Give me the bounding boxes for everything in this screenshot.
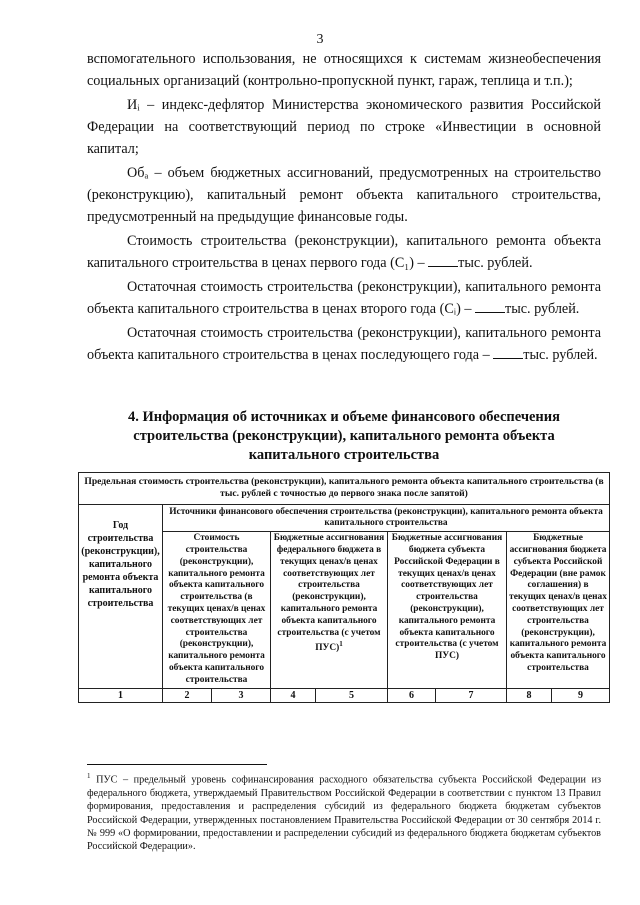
paragraph-text: Остаточная стоимость строительства (реконструкции), капитального ремонта объекта капитального строительства в ценах последующего года – bbox=[87, 325, 601, 363]
column-number: 9 bbox=[552, 688, 610, 703]
paragraph-text: Остаточная стоимость строительства (реконструкции), капитального ремонта объекта капитального строительства в ценах второго года (Сᵢ) – bbox=[87, 279, 601, 317]
unit-label: тыс. рублей. bbox=[523, 347, 598, 363]
year-column-header: Год строительства (реконструкции), капитального ремонта объекта капитального строительства bbox=[79, 504, 163, 688]
financing-table bbox=[78, 472, 609, 703]
subject-extra-column-header: Бюджетные ассигнования бюджета субъекта Российской Федерации (вне рамок соглашения) в текущих ценах/в ценах соответствующих лет строительства (реконструкции), капитального ремонта объекта капитального строительства bbox=[507, 532, 610, 688]
unit-label: тыс. рублей. bbox=[458, 255, 533, 271]
column-number: 3 bbox=[212, 688, 271, 703]
page-number: 3 bbox=[316, 32, 324, 47]
sources-header: Источники финансового обеспечения строительства (реконструкции), капитального ремонта объекта капитального строительства bbox=[163, 504, 610, 532]
paragraph-text: Стоимость строительства (реконструкции), капитального ремонта объекта капитального строительства в ценах первого года (С₁) – bbox=[87, 233, 601, 271]
cost-column-header: Стоимость строительства (реконструкции), капитального ремонта объекта капитального строительства (в текущих ценах/в ценах соответствующих лет строительства (реконструкции), капитального ремонта объекта капитального строительства bbox=[163, 532, 271, 688]
footnote-ref: 1 bbox=[339, 640, 343, 649]
footnote-marker: 1 bbox=[87, 772, 91, 780]
fill-in-blank bbox=[428, 253, 458, 267]
paragraph-prior-allocations: Обₐ – объем бюджетных ассигнований, предусмотренных на строительство (реконструкцию), капитальный ремонт объекта капитального строительства, предусмотренный на предыдущие финансовые годы. bbox=[87, 165, 601, 225]
column-number: 8 bbox=[507, 688, 552, 703]
body-text bbox=[87, 48, 601, 366]
column-number: 6 bbox=[388, 688, 436, 703]
table-top-header: Предельная стоимость строительства (реконструкции), капитального ремонта объекта капитального строительства (в тыс. рублей с точностью до первого знака после запятой) bbox=[79, 473, 610, 505]
fill-in-blank bbox=[475, 299, 505, 313]
footnote-text: ПУС – предельный уровень софинансирования расходного обязательства субъекта Российской Федерации из федерального бюджета, утверждаемый Правительством Российской Федерации в соответствии с пунктом 13 Правил формирования, предоставления и распределения субсидий из федерального бюджета бюджетам субъектов Российской Федерации, утвержденных постановлением Правительства Российской Федерации от 30 сентября 2014 г. № 999 «О формировании, предоставлении и распределении субсидий из федерального бюджета бюджетам субъектов Российской Федерации». bbox=[87, 774, 601, 853]
fill-in-blank bbox=[493, 345, 523, 359]
footnote bbox=[87, 770, 601, 854]
paragraph-cost-first-year bbox=[87, 230, 601, 274]
paragraph-cost-second-year bbox=[87, 276, 601, 320]
subject-budget-column-header: Бюджетные ассигнования бюджета субъекта Российской Федерации в текущих ценах/в ценах соответствующих лет строительства (реконструкции), капитального ремонта объекта капитального строительства (с учетом ПУС) bbox=[388, 532, 507, 688]
section-title: 4. Информация об источниках и объеме финансового обеспечения строительства (реконструкции), капитального ремонта объекта капитального строительства bbox=[128, 409, 560, 463]
unit-label: тыс. рублей. bbox=[505, 301, 580, 317]
header-text: Бюджетные ассигнования федерального бюджета в текущих ценах/в ценах соответствующих лет строительства (реконструкции), капитального ремонта объекта капитального строительства (с учетом ПУС) bbox=[273, 533, 385, 654]
paragraph-continuation: вспомогательного использования, не относящихся к системам жизнеобеспечения социальных организаций (контрольно-пропускной пункт, гараж, теплица и т.п.); bbox=[87, 51, 601, 89]
paragraph-cost-following-year bbox=[87, 322, 601, 366]
footnote-divider bbox=[87, 764, 267, 765]
column-number: 1 bbox=[79, 688, 163, 703]
column-number: 2 bbox=[163, 688, 212, 703]
paragraph-deflator-index: Иᵢ – индекс-дефлятор Министерства экономического развития Российской Федерации на соответствующий период по строке «Инвестиции в основной капитал; bbox=[87, 97, 601, 157]
column-number: 4 bbox=[271, 688, 316, 703]
column-number: 7 bbox=[436, 688, 507, 703]
federal-budget-column-header bbox=[271, 532, 388, 688]
column-number: 5 bbox=[316, 688, 388, 703]
